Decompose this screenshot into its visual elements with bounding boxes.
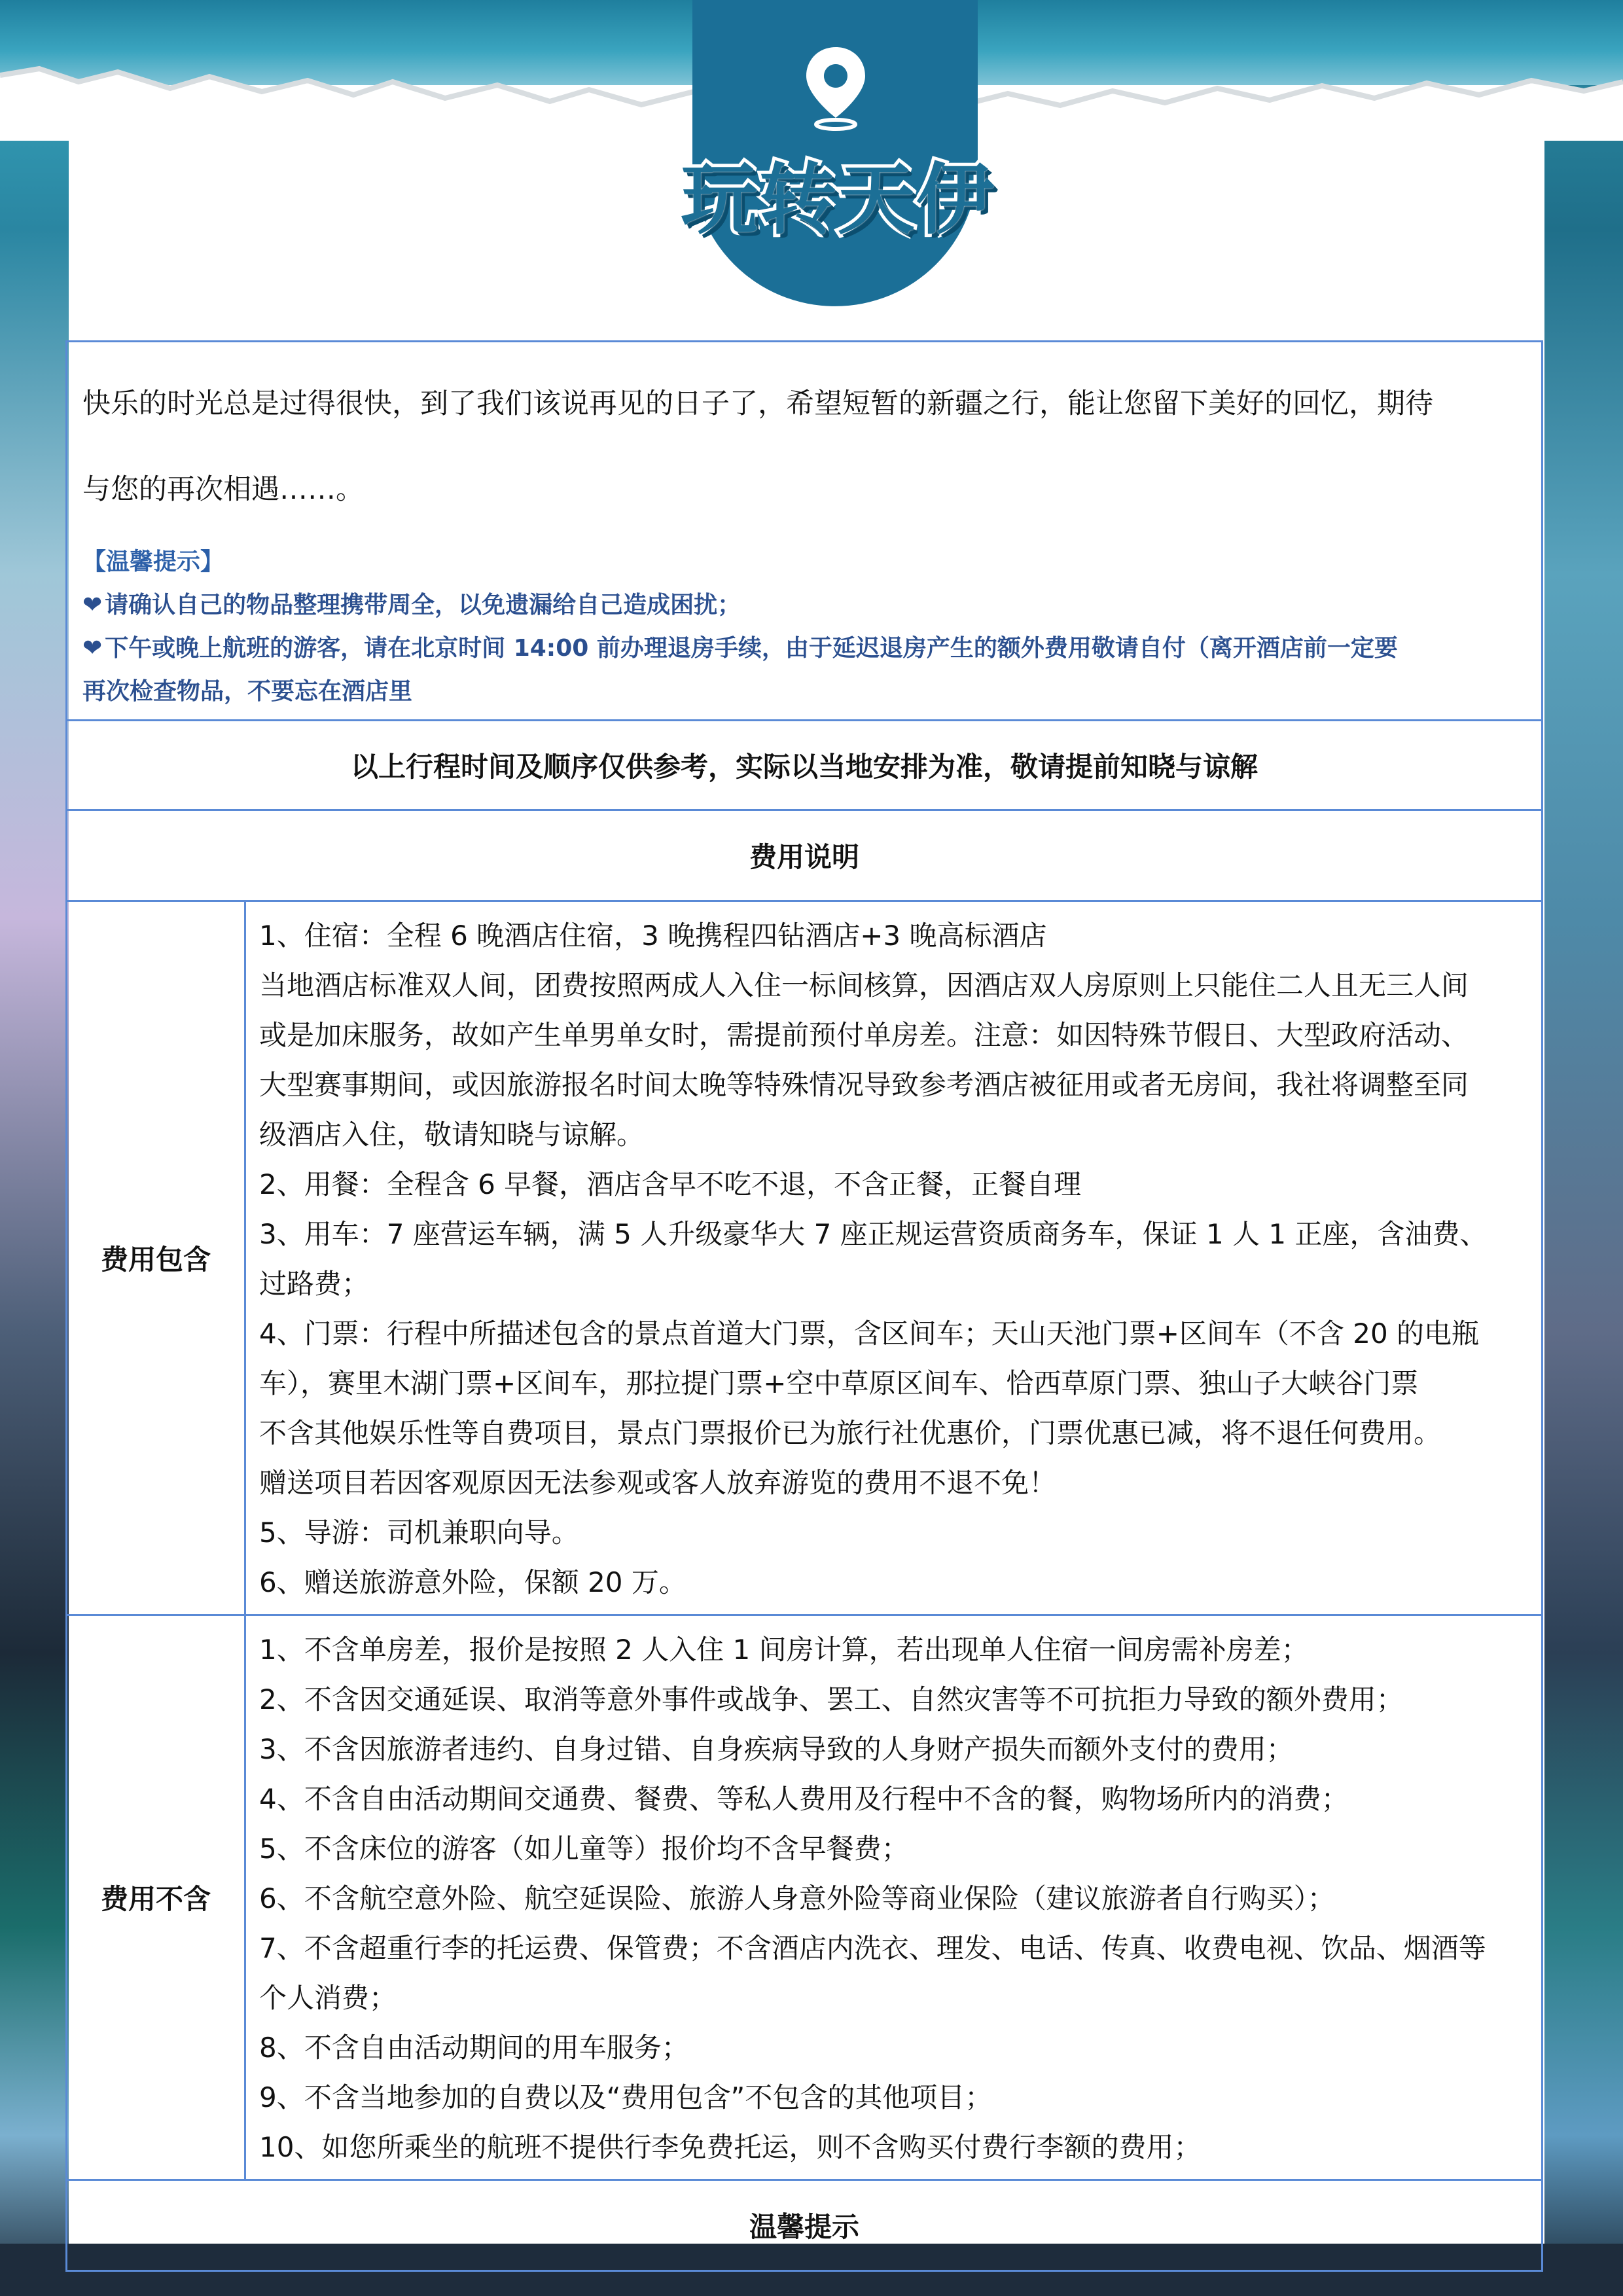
included-line: 级酒店入住，敬请知晓与谅解。 — [259, 1119, 645, 1151]
tip-continuation: 再次检查物品，不要忘在酒店里 — [82, 678, 413, 705]
included-line: 5、导游：司机兼职向导。 — [259, 1516, 579, 1549]
footer-heading-row — [67, 2180, 1543, 2271]
farewell-line-2: 与您的再次相遇……。 — [82, 473, 364, 506]
excluded-line: 3、不含因旅游者违约、自身过错、自身疾病导致的人身财产损失而额外支付的费用； — [259, 1733, 1294, 1765]
background-left — [0, 0, 69, 2296]
excluded-label: 费用不含 — [67, 1615, 245, 2180]
excluded-line: 10、如您所乘坐的航班不提供行李免费托运，则不含购买付费行李额的费用； — [259, 2131, 1202, 2163]
included-line: 4、门票：行程中所描述包含的景点首道大门票，含区间车；天山天池门票+区间车（不含 20 的电瓶 — [259, 1318, 1480, 1350]
included-line: 2、用餐：全程含 6 早餐，酒店含早不吃不退，不含正餐，正餐自理 — [259, 1168, 1082, 1200]
background-right — [1544, 0, 1623, 2296]
notice-text: 以上行程时间及顺序仅供参考，实际以当地安排为准，敬请提前知晓与谅解 — [67, 721, 1543, 810]
excluded-line: 2、不含因交通延误、取消等意外事件或战争、罢工、自然灾害等不可抗拒力导致的额外费用； — [259, 1683, 1404, 1715]
included-row — [67, 901, 1543, 1615]
included-line: 1、住宿：全程 6 晚酒店住宿，3 晚携程四钻酒店+3 晚高标酒店 — [259, 920, 1047, 952]
included-line: 6、赠送旅游意外险，保额 20 万。 — [259, 1566, 687, 1598]
excluded-content — [245, 1615, 1543, 2180]
excluded-line: 8、不含自由活动期间的用车服务； — [259, 2032, 689, 2064]
included-line: 当地酒店标准双人间，团费按照两成人入住一标间核算，因酒店双人房原则上只能住二人且无三人间 — [259, 969, 1469, 1001]
intro-row — [67, 342, 1543, 721]
footer-heading: 温馨提示 — [67, 2180, 1543, 2271]
excluded-line: 4、不含自由活动期间交通费、餐费、等私人费用及行程中不含的餐，购物场所内的消费； — [259, 1783, 1349, 1815]
cost-heading-row — [67, 810, 1543, 901]
included-line: 3、用车：7 座营运车辆，满 5 人升级豪华大 7 座正规运营资质商务车，保证 1 人 1 正座，含油费、 — [259, 1218, 1488, 1250]
page-title: 玩转天伊 — [680, 154, 995, 245]
excluded-row — [67, 1615, 1543, 2180]
included-content — [245, 901, 1543, 1615]
tips-block — [68, 541, 1541, 719]
location-pin-icon — [800, 45, 872, 131]
tips-heading: 【温馨提示】 — [82, 548, 224, 575]
farewell-line-1: 快乐的时光总是过得很快，到了我们该说再见的日子了，希望短暂的新疆之行，能让您留下美好的回忆，期待 — [82, 387, 1433, 420]
tip-text: 下午或晚上航班的游客，请在北京时间 14:00 前办理退房手续，由于延迟退房产生的额外费用敬请自付（离开酒店前一定要 — [105, 635, 1398, 662]
included-line: 不含其他娱乐性等自费项目，景点门票报价已为旅行社优惠价，门票优惠已减，将不退任何费用。 — [259, 1417, 1442, 1449]
heart-icon: ❤ — [82, 635, 103, 662]
cost-heading: 费用说明 — [67, 810, 1543, 901]
tip-text: 请确认自己的物品整理携带周全，以免遗漏给自己造成困扰； — [105, 592, 741, 619]
included-line: 或是加床服务，故如产生单男单女时，需提前预付单房差。注意：如因特殊节假日、大型政府活动、 — [259, 1019, 1469, 1051]
excluded-line: 1、不含单房差，报价是按照 2 人入住 1 间房计算，若出现单人住宿一间房需补房差； — [259, 1634, 1309, 1666]
farewell-message — [68, 343, 1541, 541]
included-line: 大型赛事期间，或因旅游报名时间太晚等特殊情况导致参考酒店被征用或者无房间，我社将调整至同 — [259, 1069, 1469, 1101]
included-label: 费用包含 — [67, 901, 245, 1615]
heart-icon: ❤ — [82, 592, 103, 619]
tip-item — [82, 584, 1526, 627]
included-line: 车），赛里木湖门票+区间车，那拉提门票+空中草原区间车、恰西草原门票、独山子大峡谷门票 — [259, 1367, 1419, 1399]
notice-row — [67, 721, 1543, 810]
itinerary-table — [65, 340, 1543, 2272]
included-line: 赠送项目若因客观原因无法参观或客人放弃游览的费用不退不免！ — [259, 1467, 1057, 1499]
excluded-line: 6、不含航空意外险、航空延误险、旅游人身意外险等商业保险（建议旅游者自行购买）； — [259, 1882, 1335, 1914]
excluded-line: 个人消费； — [259, 1982, 397, 2014]
excluded-line: 5、不含床位的游客（如儿童等）报价均不含早餐费； — [259, 1833, 909, 1865]
intro-cell — [67, 342, 1543, 721]
included-line: 过路费； — [259, 1268, 370, 1300]
excluded-line: 7、不含超重行李的托运费、保管费；不含酒店内洗衣、理发、电话、传真、收费电视、饮品、烟酒等 — [259, 1932, 1486, 1964]
tip-item — [82, 627, 1526, 670]
excluded-line: 9、不含当地参加的自费以及“费用包含”不包含的其他项目； — [259, 2081, 993, 2113]
